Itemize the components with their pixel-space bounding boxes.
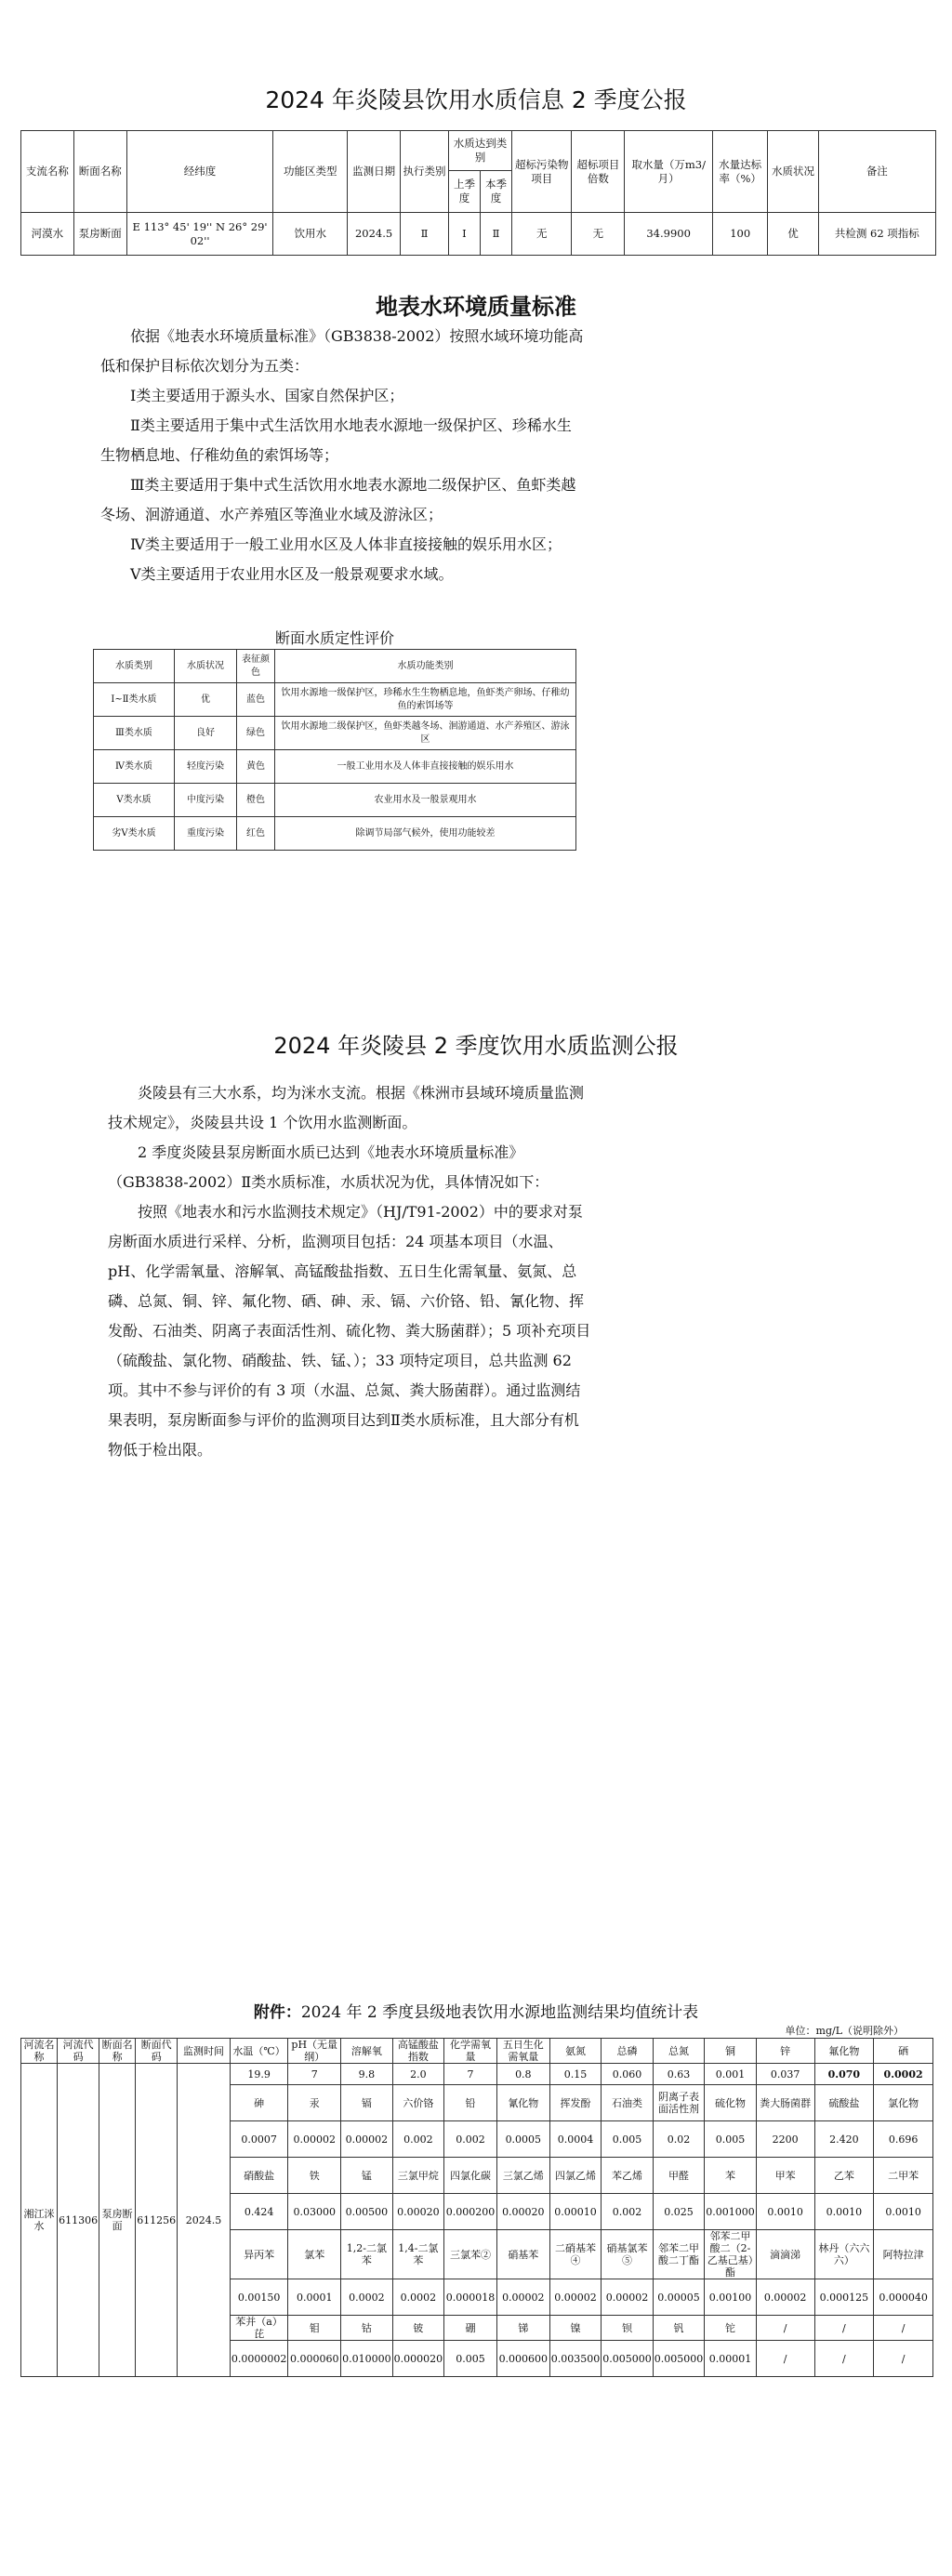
evaluation-table bbox=[93, 649, 576, 851]
grid-cell: 0.00002 bbox=[288, 2121, 341, 2158]
report-title: 2024 年炎陵县饮用水质信息 2 季度公报 bbox=[265, 86, 687, 113]
grid-cell: 0.060 bbox=[602, 2064, 654, 2085]
grid-cell: 0.003500 bbox=[549, 2341, 602, 2377]
grid-cell: 0.00002 bbox=[496, 2279, 549, 2316]
grid-cell: 0.000600 bbox=[496, 2341, 549, 2377]
grid-cell: 0.025 bbox=[653, 2194, 705, 2230]
grid-cell: 异丙苯 bbox=[230, 2230, 288, 2279]
id-header-cell: 河流名称 bbox=[21, 2039, 58, 2064]
grid-cell: 三氯甲烷 bbox=[392, 2158, 444, 2194]
grid-cell: 7 bbox=[288, 2064, 341, 2085]
grid-cell: 硫酸盐 bbox=[814, 2085, 874, 2121]
grid-cell: 邻苯二甲酸二（2-乙基己基）酯 bbox=[705, 2230, 757, 2279]
grid-cell: 氯化物 bbox=[874, 2085, 933, 2121]
appendix-caption-text: 2024 年 2 季度县级地表饮用水源地监测结果均值统计表 bbox=[300, 2003, 699, 2022]
id-value-cell: 2024.5 bbox=[178, 2064, 231, 2377]
grid-cell: 0.001000 bbox=[705, 2194, 757, 2230]
grid-cell: 0.00002 bbox=[549, 2279, 602, 2316]
grid-cell: 镍 bbox=[549, 2316, 602, 2341]
grid-cell: 阿特拉津 bbox=[874, 2230, 933, 2279]
cell-exec-class: Ⅱ bbox=[401, 213, 449, 256]
eval-cell: Ⅴ类水质 bbox=[94, 784, 175, 817]
id-header-cell: 断面代码 bbox=[136, 2039, 178, 2064]
standard-class-3: Ⅲ类主要适用于集中式生活饮用水地表水源地二级保护区、鱼虾类越冬场、洄游通道、水产养殖区等渔业水域及游泳区； bbox=[100, 476, 576, 523]
grid-cell: / bbox=[756, 2316, 814, 2341]
grid-cell: 五日生化需氧量 bbox=[496, 2039, 549, 2064]
grid-cell: 铅 bbox=[444, 2085, 497, 2121]
table-row bbox=[94, 817, 576, 851]
grid-cell: / bbox=[814, 2316, 874, 2341]
grid-cell: 0.037 bbox=[756, 2064, 814, 2085]
grid-cell: 镉 bbox=[341, 2085, 393, 2121]
grid-cell: 0.0002 bbox=[341, 2279, 393, 2316]
th-section-name: 断面名称 bbox=[73, 131, 126, 213]
grid-cell: 0.00005 bbox=[653, 2279, 705, 2316]
table-row bbox=[94, 717, 576, 750]
grid-cell: 六价铬 bbox=[392, 2085, 444, 2121]
grid-cell: 0.424 bbox=[230, 2194, 288, 2230]
cell-over-item: 无 bbox=[512, 213, 572, 256]
appendix-table bbox=[20, 2038, 933, 2377]
th-zone-type: 功能区类型 bbox=[273, 131, 348, 213]
cell-remarks: 共检测 62 项指标 bbox=[818, 213, 935, 256]
grid-cell: 0.0010 bbox=[814, 2194, 874, 2230]
eval-cell: 轻度污染 bbox=[175, 750, 237, 784]
cell-zone-type: 饮用水 bbox=[273, 213, 348, 256]
eval-cell: 饮用水源地一级保护区，珍稀水生生物栖息地，鱼虾类产卵场、仔稚幼鱼的索饵场等 bbox=[275, 683, 576, 717]
eval-cell: Ⅲ类水质 bbox=[94, 717, 175, 750]
grid-cell: 苯 bbox=[705, 2158, 757, 2194]
grid-cell: 溶解氧 bbox=[341, 2039, 393, 2064]
eval-cell: 一般工业用水及人体非直接接触的娱乐用水 bbox=[275, 750, 576, 784]
grid-cell: pH（无量纲） bbox=[288, 2039, 341, 2064]
id-header-cell: 断面名称 bbox=[99, 2039, 136, 2064]
grid-cell: 2.0 bbox=[392, 2064, 444, 2085]
grid-cell: 0.00500 bbox=[341, 2194, 393, 2230]
eval-cell: 优 bbox=[175, 683, 237, 717]
standard-class-5: Ⅴ类主要适用于农业用水区及一般景观要求水域。 bbox=[130, 565, 454, 583]
id-value-cell: 611306 bbox=[58, 2064, 99, 2377]
grid-cell: 总氮 bbox=[653, 2039, 705, 2064]
grid-cell: 0.000125 bbox=[814, 2279, 874, 2316]
cell-over-count: 无 bbox=[572, 213, 625, 256]
appendix-caption bbox=[0, 1999, 952, 2022]
grid-cell: 19.9 bbox=[230, 2064, 288, 2085]
grid-cell: 0.005000 bbox=[602, 2341, 654, 2377]
monitoring-text bbox=[108, 1078, 591, 1465]
grid-cell: 汞 bbox=[288, 2085, 341, 2121]
monitoring-paragraph-2: 2 季度炎陵县泵房断面水质已达到《地表水环境质量标准》（GB3838-2002）Ⅱ类水质标准，水质状况为优，具体情况如下： bbox=[108, 1143, 549, 1191]
th-monitor-date: 监测日期 bbox=[348, 131, 401, 213]
eval-cell: 绿色 bbox=[237, 717, 275, 750]
standard-class-1: Ⅰ类主要适用于源头水、国家自然保护区； bbox=[130, 387, 404, 404]
grid-cell: 1,4-二氯苯 bbox=[392, 2230, 444, 2279]
grid-cell: / bbox=[874, 2316, 933, 2341]
grid-cell: 阴离子表面活性剂 bbox=[653, 2085, 705, 2121]
grid-cell: 水温（℃） bbox=[230, 2039, 288, 2064]
grid-cell: 氨氮 bbox=[549, 2039, 602, 2064]
eval-cell: 良好 bbox=[175, 717, 237, 750]
grid-cell: 0.002 bbox=[392, 2121, 444, 2158]
grid-cell: 0.00001 bbox=[705, 2341, 757, 2377]
th-rate: 水量达标率（%） bbox=[713, 131, 768, 213]
th-over-count: 超标项目倍数 bbox=[572, 131, 625, 213]
grid-cell: 总磷 bbox=[602, 2039, 654, 2064]
cell-status: 优 bbox=[768, 213, 818, 256]
grid-cell: 0.00100 bbox=[705, 2279, 757, 2316]
th-over-item: 超标污染物项目 bbox=[512, 131, 572, 213]
grid-cell: 甲醛 bbox=[653, 2158, 705, 2194]
table-row bbox=[94, 683, 576, 717]
grid-cell: 0.070 bbox=[814, 2064, 874, 2085]
grid-cell: 0.0000002 bbox=[230, 2341, 288, 2377]
grid-cell: 挥发酚 bbox=[549, 2085, 602, 2121]
grid-cell: 0.005 bbox=[602, 2121, 654, 2158]
cell-last-quarter: Ⅰ bbox=[448, 213, 480, 256]
standard-title: 地表水环境质量标准 bbox=[376, 294, 576, 320]
grid-cell: 锌 bbox=[756, 2039, 814, 2064]
monitoring-title: 2024 年炎陵县 2 季度饮用水质监测公报 bbox=[273, 1033, 679, 1059]
standard-class-4: Ⅳ类主要适用于一般工业用水区及人体非直接接触的娱乐用水区； bbox=[130, 535, 562, 553]
standard-text bbox=[100, 322, 584, 589]
th-this-quarter: 本季度 bbox=[481, 171, 512, 213]
unit-note: 单位：mg/L（说明除外） bbox=[785, 2025, 904, 2037]
th-remarks: 备注 bbox=[818, 131, 935, 213]
id-header-cell: 河流代码 bbox=[58, 2039, 99, 2064]
grid-cell: 0.8 bbox=[496, 2064, 549, 2085]
table-row bbox=[94, 750, 576, 784]
grid-cell: 0.0010 bbox=[874, 2194, 933, 2230]
grid-cell: 0.02 bbox=[653, 2121, 705, 2158]
grid-cell: 硫化物 bbox=[705, 2085, 757, 2121]
grid-cell: 0.696 bbox=[874, 2121, 933, 2158]
eval-cell: 重度污染 bbox=[175, 817, 237, 851]
grid-cell: 林丹（六六六） bbox=[814, 2230, 874, 2279]
grid-cell: 乙苯 bbox=[814, 2158, 874, 2194]
grid-cell: 邻苯二甲酸二丁酯 bbox=[653, 2230, 705, 2279]
th-quality-class: 水质达到类别 bbox=[448, 131, 511, 171]
grid-cell: 锑 bbox=[496, 2316, 549, 2341]
th-branch-name: 支流名称 bbox=[21, 131, 74, 213]
grid-cell: 0.0005 bbox=[496, 2121, 549, 2158]
appendix-caption-label: 附件： bbox=[253, 2003, 301, 2022]
grid-cell: 铍 bbox=[392, 2316, 444, 2341]
grid-cell: 石油类 bbox=[602, 2085, 654, 2121]
grid-cell: 四氯化碳 bbox=[444, 2158, 497, 2194]
th-exec-class: 执行类别 bbox=[401, 131, 449, 213]
grid-cell: 0.00020 bbox=[392, 2194, 444, 2230]
grid-cell: 硝基苯 bbox=[496, 2230, 549, 2279]
grid-cell: 0.000200 bbox=[444, 2194, 497, 2230]
grid-cell: 0.005 bbox=[444, 2341, 497, 2377]
monitoring-paragraph-3: 按照《地表水和污水监测技术规定》（HJ/T91-2002）中的要求对泵房断面水质进行采样、分析，监测项目包括：24 项基本项目（水温、pH、化学需氧量、溶解氧、高锰酸盐指数、五日生化需氧量、氨氮、总磷、总氮、铜、锌、氟化物、硒、砷、汞、镉、六价铬、铅、氰化物、挥发酚、石油类、阴离子表面活性剂、硫化物、粪大肠菌群）；5 项补充项目（硫酸盐、氯化物、硝酸盐、铁、锰、）；33 项特定项目，总共监测 62 项。其中不参与评价的有 3 项（水温、总氮、粪大肠菌群）。通过监测结果表明，泵房断面参与评价的监测项目达到Ⅱ类水质标准，且大部分有机物低于检出限。 bbox=[108, 1203, 591, 1459]
cell-this-quarter: Ⅱ bbox=[481, 213, 512, 256]
grid-cell: 0.0002 bbox=[392, 2279, 444, 2316]
grid-cell: 0.000018 bbox=[444, 2279, 497, 2316]
id-value-cell: 湘江洣水 bbox=[21, 2064, 58, 2377]
grid-cell: 钒 bbox=[653, 2316, 705, 2341]
eval-header-cell: 水质功能类别 bbox=[275, 650, 576, 683]
grid-cell: 苯乙烯 bbox=[602, 2158, 654, 2194]
grid-cell: 硼 bbox=[444, 2316, 497, 2341]
grid-cell: 0.0010 bbox=[756, 2194, 814, 2230]
th-intake: 取水量（万m3/月） bbox=[625, 131, 713, 213]
th-last-quarter: 上季度 bbox=[448, 171, 480, 213]
grid-cell: 0.15 bbox=[549, 2064, 602, 2085]
grid-cell: 0.0001 bbox=[288, 2279, 341, 2316]
grid-cell: / bbox=[874, 2341, 933, 2377]
table-row bbox=[94, 784, 576, 817]
eval-cell: 饮用水源地二级保护区，鱼虾类越冬场、洄游通道、水产养殖区、游泳区 bbox=[275, 717, 576, 750]
grid-cell: 苯并（a）芘 bbox=[230, 2316, 288, 2341]
grid-cell: 硝基氯苯⑤ bbox=[602, 2230, 654, 2279]
eval-cell: 除调节局部气候外，使用功能较差 bbox=[275, 817, 576, 851]
grid-cell: 铁 bbox=[288, 2158, 341, 2194]
eval-cell: 橙色 bbox=[237, 784, 275, 817]
cell-rate: 100 bbox=[713, 213, 768, 256]
grid-cell: 钴 bbox=[341, 2316, 393, 2341]
monitoring-paragraph-1: 炎陵县有三大水系，均为洣水支流。根据《株洲市县域环境质量监测技术规定》，炎陵县共设 1 个饮用水监测断面。 bbox=[108, 1084, 585, 1131]
grid-cell: 0.00020 bbox=[496, 2194, 549, 2230]
grid-cell: 化学需氧量 bbox=[444, 2039, 497, 2064]
eval-cell: 蓝色 bbox=[237, 683, 275, 717]
cell-lat-lon: E 113° 45' 19'' N 26° 29' 02'' bbox=[126, 213, 273, 256]
quarterly-info-table bbox=[20, 130, 936, 256]
evaluation-caption: 断面水质定性评价 bbox=[274, 629, 394, 647]
cell-section-name: 泵房断面 bbox=[73, 213, 126, 256]
grid-cell: 铜 bbox=[705, 2039, 757, 2064]
grid-cell: 7 bbox=[444, 2064, 497, 2085]
eval-header-cell: 表征颜色 bbox=[237, 650, 275, 683]
grid-cell: 氟化物 bbox=[814, 2039, 874, 2064]
grid-cell: 0.00010 bbox=[549, 2194, 602, 2230]
id-value-cell: 泵房断面 bbox=[99, 2064, 136, 2377]
grid-cell: 高锰酸盐指数 bbox=[392, 2039, 444, 2064]
grid-cell: 0.0002 bbox=[874, 2064, 933, 2085]
id-header-cell: 监测时间 bbox=[178, 2039, 231, 2064]
grid-cell: 氰化物 bbox=[496, 2085, 549, 2121]
grid-cell: 0.000020 bbox=[392, 2341, 444, 2377]
eval-cell: 红色 bbox=[237, 817, 275, 851]
grid-cell: 二硝基苯④ bbox=[549, 2230, 602, 2279]
grid-cell: 锰 bbox=[341, 2158, 393, 2194]
grid-cell: 0.00002 bbox=[602, 2279, 654, 2316]
eval-cell: 中度污染 bbox=[175, 784, 237, 817]
grid-cell: 0.0007 bbox=[230, 2121, 288, 2158]
grid-cell: 滴滴涕 bbox=[756, 2230, 814, 2279]
grid-cell: 0.002 bbox=[444, 2121, 497, 2158]
grid-cell: 硝酸盐 bbox=[230, 2158, 288, 2194]
grid-cell: 三氯乙烯 bbox=[496, 2158, 549, 2194]
grid-cell: / bbox=[814, 2341, 874, 2377]
grid-cell: 0.000040 bbox=[874, 2279, 933, 2316]
eval-cell: Ⅳ类水质 bbox=[94, 750, 175, 784]
th-status: 水质状况 bbox=[768, 131, 818, 213]
grid-cell: 0.03000 bbox=[288, 2194, 341, 2230]
eval-cell: 农业用水及一般景观用水 bbox=[275, 784, 576, 817]
grid-cell: 甲苯 bbox=[756, 2158, 814, 2194]
grid-cell: 砷 bbox=[230, 2085, 288, 2121]
id-value-cell: 611256 bbox=[136, 2064, 178, 2377]
standard-class-2: Ⅱ类主要适用于集中式生活饮用水地表水源地一级保护区、珍稀水生生物栖息地、仔稚幼鱼的索饵场等； bbox=[100, 416, 572, 464]
grid-cell: 氯苯 bbox=[288, 2230, 341, 2279]
grid-cell: 0.002 bbox=[602, 2194, 654, 2230]
eval-cell: 黄色 bbox=[237, 750, 275, 784]
grid-cell: / bbox=[756, 2341, 814, 2377]
eval-header-cell: 水质状况 bbox=[175, 650, 237, 683]
grid-cell: 铊 bbox=[705, 2316, 757, 2341]
grid-cell: 0.00002 bbox=[756, 2279, 814, 2316]
grid-cell: 四氯乙烯 bbox=[549, 2158, 602, 2194]
grid-cell: 二甲苯 bbox=[874, 2158, 933, 2194]
cell-intake: 34.9900 bbox=[625, 213, 713, 256]
grid-cell: 0.0004 bbox=[549, 2121, 602, 2158]
grid-cell: 钼 bbox=[288, 2316, 341, 2341]
grid-cell: 0.63 bbox=[653, 2064, 705, 2085]
cell-branch-name: 河漠水 bbox=[21, 213, 74, 256]
grid-cell: 1,2-二氯苯 bbox=[341, 2230, 393, 2279]
grid-cell: 2.420 bbox=[814, 2121, 874, 2158]
grid-cell: 2200 bbox=[756, 2121, 814, 2158]
grid-cell: 0.010000 bbox=[341, 2341, 393, 2377]
eval-cell: Ⅰ~Ⅱ类水质 bbox=[94, 683, 175, 717]
eval-cell: 劣Ⅴ类水质 bbox=[94, 817, 175, 851]
standard-intro: 依据《地表水环境质量标准》（GB3838-2002）按照水域环境功能高低和保护目标依次划分为五类： bbox=[100, 327, 584, 375]
grid-cell: 0.005000 bbox=[653, 2341, 705, 2377]
grid-cell: 粪大肠菌群 bbox=[756, 2085, 814, 2121]
grid-cell: 0.000060 bbox=[288, 2341, 341, 2377]
grid-cell: 三氯苯② bbox=[444, 2230, 497, 2279]
grid-cell: 0.00150 bbox=[230, 2279, 288, 2316]
grid-cell: 硒 bbox=[874, 2039, 933, 2064]
eval-header-cell: 水质类别 bbox=[94, 650, 175, 683]
th-lat-lon: 经纬度 bbox=[126, 131, 273, 213]
grid-cell: 0.00002 bbox=[341, 2121, 393, 2158]
grid-cell: 0.001 bbox=[705, 2064, 757, 2085]
grid-cell: 钡 bbox=[602, 2316, 654, 2341]
cell-monitor-date: 2024.5 bbox=[348, 213, 401, 256]
grid-cell: 9.8 bbox=[341, 2064, 393, 2085]
grid-cell: 0.005 bbox=[705, 2121, 757, 2158]
